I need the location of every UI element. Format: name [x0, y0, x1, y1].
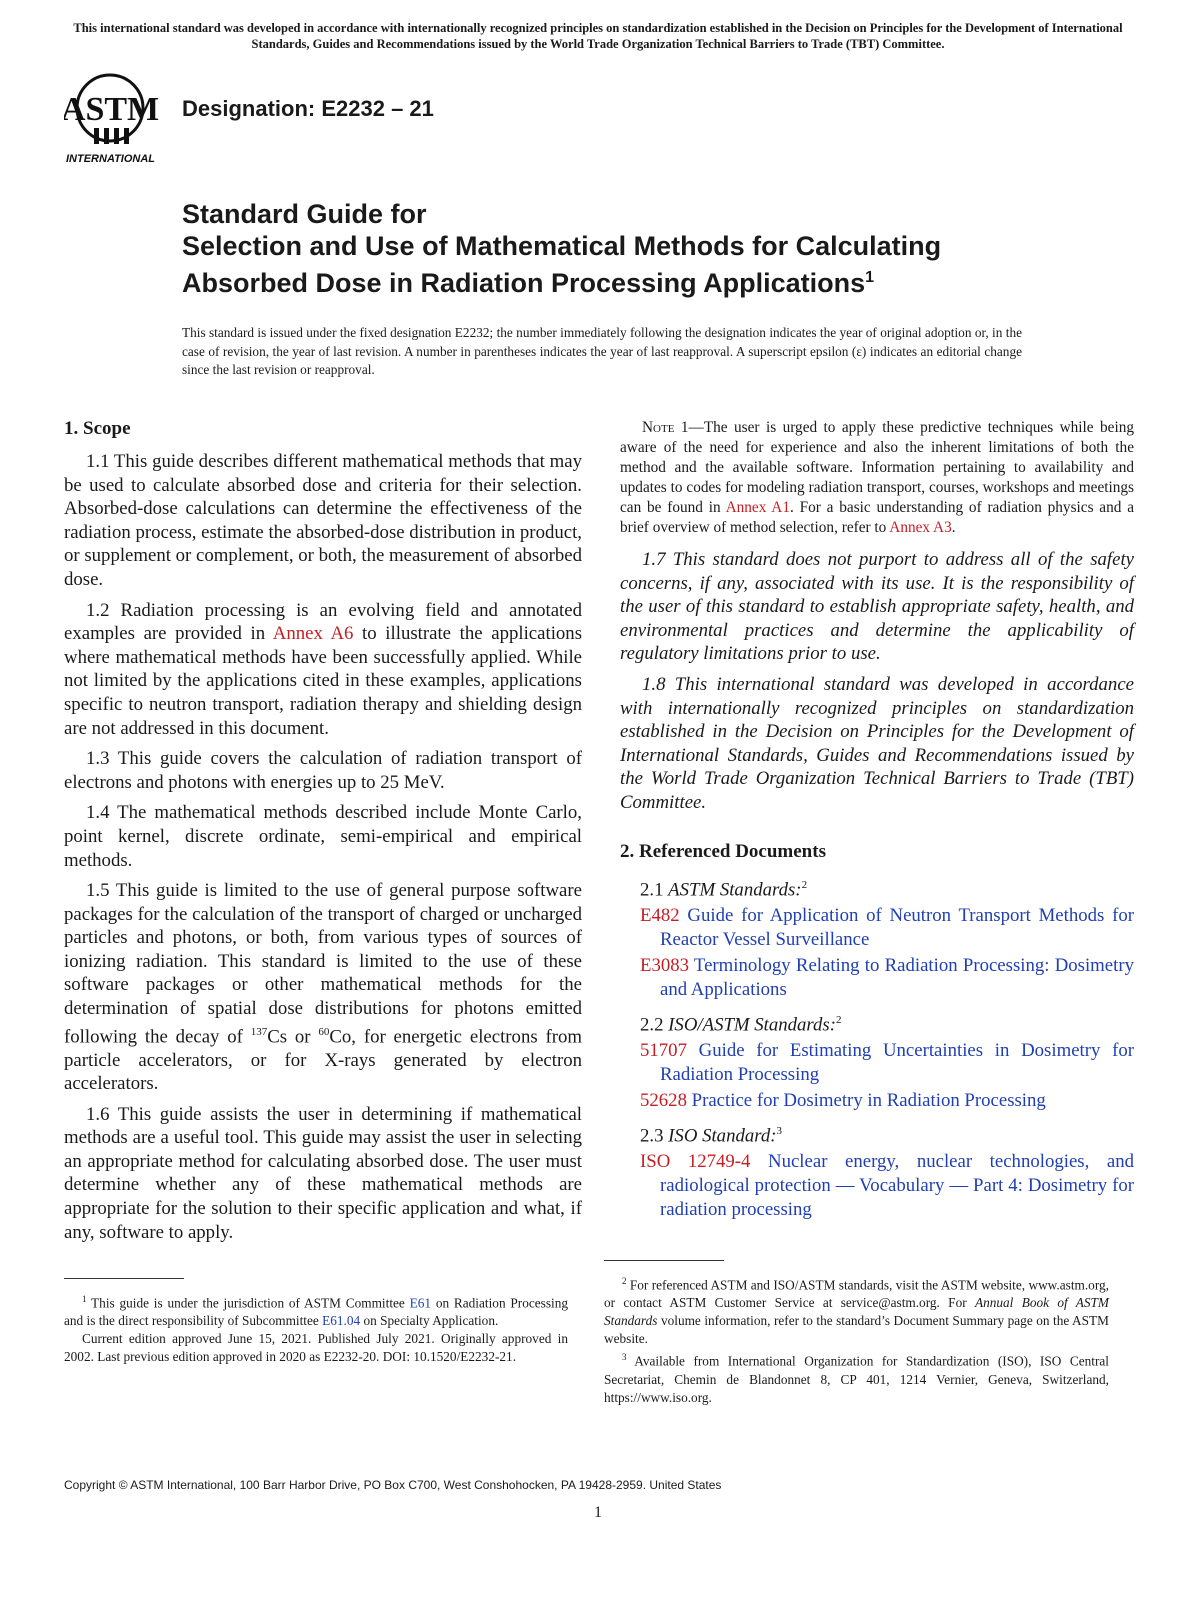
iso-standard-subhead: 2.3 ISO Standard:$^3$: [640, 1125, 783, 1147]
left-column: [64, 418, 582, 1251]
para-1-2: 1.2 Radiation processing is an evolving field and annotated examples are provided in Annex A6 to illustrate the applications where mathematical methods have been successfully applied. While not limited by the applications cited in these examples, applications specific to neutron transport, radiation therapy and shielding design are not addressed in this document.: [64, 599, 583, 739]
ref-51707[interactable]: 51707 Guide for Estimating Uncertainties in Dosimetry for Radiation Processing: [640, 1040, 1134, 1086]
e61-04-link[interactable]: E61.04: [322, 1313, 361, 1329]
isoastm-standards-subhead: 2.2 ISO/ASTM Standards:$^2$: [640, 1013, 842, 1036]
para-1-1: 1.1 This guide describes different mathematical methods that may be used to calculate absorbed dose and criteria for their selection. Absorbed-dose calculations can determine the effectiveness of the radiation process, estimate the absorbed-dose distribution in product, or supplement or complement, or both, the measurement of absorbed dose.: [64, 451, 582, 590]
title-line-2: Selection and Use of Mathematical Methods for Calculating: [182, 231, 942, 261]
edition-note: Current edition approved June 15, 2021. Published July 2021. Originally approved in 2002. Last previous edition approved in 2020 as E2232-20. DOI: 10.1520/E2232-21.: [64, 1331, 568, 1365]
ref-e482[interactable]: E482 Guide for Application of Neutron Transport Methods for Reactor Vessel Surveillance: [640, 904, 1134, 950]
title-line-1: Standard Guide for: [182, 199, 427, 229]
refdocs-heading: 2. Referenced Documents: [620, 840, 826, 862]
footnotes-2-3: [604, 1272, 1109, 1407]
footnote-3: $^3$ Available from International Organization for Standardization (ISO), ISO Central Secretariat, Chemin de Blandonnet 8, CP 401, 1214 Vernier, Geneva, Switzerland, https://www.iso.org.: [604, 1352, 1109, 1405]
title-line-3: Absorbed Dose in Radiation Processing Applications$^1$: [182, 268, 875, 298]
ref-52628[interactable]: 52628 Practice for Dosimetry in Radiation Processing: [640, 1090, 1046, 1112]
para-1-6: 1.6 This guide assists the user in determining if mathematical methods are a useful tool. This guide may assist the user in selecting an appropriate method for calculating absorbed dose. The user must determine whether any of these mathematical methods are appropriate for the solution to their specific application and what, if any, software to apply.: [64, 1103, 582, 1243]
footnote-2: $^2$ For referenced ASTM and ISO/ASTM standards, visit the ASTM website, www.astm.org, or contact ASTM Customer Service at service@astm.org. For Annual Book of ASTM Standards volume information, refer to the standard’s Document Summary page on the ASTM website.: [604, 1276, 1109, 1347]
svg-text:INTERNATIONAL: INTERNATIONAL: [66, 153, 156, 165]
para-1-7: 1.7 This standard does not purport to address all of the safety concerns, if any, associated with its use. It is the responsibility of the user of this standard to establish appropriate safety, health, and environmental practices and determine the applicability of regulatory limitations prior to use.: [620, 549, 1134, 665]
para-1-3: 1.3 This guide covers the calculation of radiation transport of electrons and photons with energies up to 25 MeV.: [64, 748, 582, 793]
page-number: 1: [594, 1504, 602, 1521]
para-1-5: 1.5 This guide is limited to the use of general purpose software packages for the calculation of the transport of charged or uncharged particles and photons, or both, from various types of sources of ionizing radiation. This standard is limited to the use of these software packages or other mathematical methods for the determination of spatial dose distributions for photons emitted following the decay of $^{137}$Cs or $^{60}$Co, for energetic electrons from particle accelerators, or for X-rays generated by electron accelerators.: [64, 880, 582, 1095]
top-notice: This international standard was developed in accordance with internationally recognized principles on standardization established in the Decision on Principles for the Development of International Standards, Guides and Recommendations issued by the World Trade Organization Technical Barriers to Trade (TBT) Committee.: [73, 21, 1123, 51]
designation: Designation: E2232 – 21: [182, 96, 434, 121]
title-footnote-mark[interactable]: 1: [865, 269, 875, 286]
copyright: Copyright © ASTM International, 100 Barr Harbor Drive, PO Box C700, West Conshohocken, PA 19428-2959. United States: [64, 1478, 722, 1492]
note-1: Note 1—The user is urged to apply these predictive techniques while being aware of the need for experience and also the inherent limitations of both the method and the available software. Information pertaining to availability and updates to codes for modeling radiation transport, courses, workshops and meetings can be found in Annex A1. For a basic understanding of radiation physics and a brief overview of method selection, refer to Annex A3.: [620, 419, 1134, 536]
footnote-1: $^1$ This guide is under the jurisdiction of ASTM Committee E61 on Radiation Processing and is the direct responsibility of Subcommittee E61.04 on Specialty Application. Current edition approved June 15, 2021. Published July 2021. Originally approved in 2002. Last previous edition approved in 2020 as E2232-20. DOI: 10.1520/E2232-21.: [64, 1294, 568, 1365]
ref-e3083[interactable]: E3083 Terminology Relating to Radiation Processing: Dosimetry and Applications: [640, 954, 1134, 1000]
e61-link[interactable]: E61: [409, 1295, 432, 1311]
footnote-rule-left: [64, 1278, 184, 1279]
ref-iso-12749-4[interactable]: ISO 12749-4 Nuclear energy, nuclear technologies, and radiological protection — Vocabulary — Part 4: Dosimetry for radiation processing: [640, 1151, 1134, 1221]
document-title: [182, 198, 1062, 299]
astm-standards-subhead: 2.1 ASTM Standards:$^2$: [640, 878, 808, 900]
scope-heading: 1. Scope: [64, 418, 131, 439]
astm-logo: [64, 70, 168, 170]
issue-note: This standard is issued under the fixed designation E2232; the number immediately following the designation indicates the year of original adoption or, in the case of revision, the year of last revision. A number in parentheses indicates the year of last reapproval. A superscript epsilon (ε) indicates an editorial change since the last revision or reapproval.: [182, 325, 1022, 377]
right-column: [620, 418, 1134, 1224]
footnote-rule-right: [604, 1260, 724, 1261]
para-1-8: 1.8 This international standard was developed in accordance with internationally recognized principles on standardization established in the Decision on Principles for the Development of International Standards, Guides and Recommendations issued by the World Trade Organization Technical Barriers to Trade (TBT) Committee.: [620, 673, 1134, 813]
annex-a3-link[interactable]: Annex A3: [889, 519, 952, 536]
svg-text:ASTM: ASTM: [64, 91, 160, 128]
annex-a1-link[interactable]: Annex A1: [725, 499, 791, 516]
annex-a6-link[interactable]: Annex A6: [272, 623, 354, 645]
para-1-4: 1.4 The mathematical methods described include Monte Carlo, point kernel, discrete ordinate, semi-empirical and empirical methods.: [64, 802, 582, 871]
